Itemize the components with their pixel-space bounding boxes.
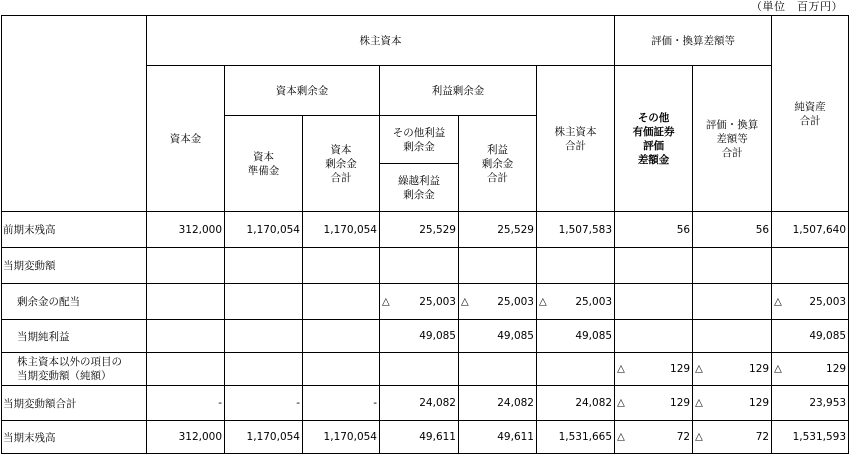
cell-net-assets-total bbox=[772, 353, 849, 386]
cell-value: 129 bbox=[749, 363, 770, 375]
cell-capital-surplus-total bbox=[303, 386, 380, 421]
cell-valuation-adjustments-total bbox=[693, 353, 772, 386]
cell-carried-forward bbox=[380, 320, 459, 353]
header-net-assets-total: 純資産 合計 bbox=[772, 16, 849, 212]
row-label: 前期末残高 bbox=[2, 212, 147, 248]
cell-valuation-adjustments-total bbox=[693, 421, 772, 454]
cell-value: 1,170,054 bbox=[323, 223, 377, 236]
cell-value: 1,531,665 bbox=[558, 431, 613, 443]
header-carried-forward: 繰越利益 剰余金 bbox=[380, 164, 459, 212]
cell-value: 49,085 bbox=[809, 330, 847, 342]
cell-net-assets-total bbox=[772, 421, 849, 454]
cell-valuation-adjustments-total bbox=[693, 320, 772, 353]
cell-value: 49,611 bbox=[497, 431, 534, 443]
cell-value: 56 bbox=[676, 223, 691, 236]
cell-carried-forward bbox=[380, 353, 459, 386]
cell-capital-surplus-total bbox=[303, 320, 380, 353]
cell-shareholders-equity-total bbox=[537, 386, 615, 421]
table-row bbox=[2, 421, 849, 454]
cell-capital-reserve bbox=[225, 248, 303, 284]
cell-retained-earnings-total bbox=[459, 284, 537, 320]
cell-retained-earnings-total bbox=[459, 386, 537, 421]
cell-shareholders-equity-total bbox=[537, 248, 615, 284]
table-row bbox=[2, 248, 849, 284]
cell-capital-reserve bbox=[225, 320, 303, 353]
cell-net-assets-total bbox=[772, 386, 849, 421]
header-corner-cell bbox=[2, 16, 147, 212]
negative-triangle-icon: △ bbox=[774, 296, 782, 307]
cell-value: 1,170,054 bbox=[323, 431, 377, 443]
cell-retained-earnings-total bbox=[459, 320, 537, 353]
cell-valuation-adjustments-total bbox=[693, 386, 772, 421]
cell-value: 24,082 bbox=[419, 397, 456, 409]
header-retained-earnings: 利益剰余金 bbox=[380, 66, 537, 116]
header-securities-valuation: その他 有価証券 評価 差額金 bbox=[615, 66, 693, 212]
cell-capital-reserve bbox=[225, 353, 303, 386]
cell-value: 23,953 bbox=[809, 397, 847, 409]
cell-value: 24,082 bbox=[497, 397, 534, 409]
negative-triangle-icon: △ bbox=[617, 397, 625, 409]
cell-valuation-adjustments-total bbox=[693, 284, 772, 320]
cell-securities-valuation bbox=[615, 386, 693, 421]
cell-capital-surplus-total bbox=[303, 421, 380, 454]
cell-value: 1,507,583 bbox=[558, 223, 613, 236]
row-label: 当期変動額 bbox=[2, 248, 147, 284]
cell-securities-valuation bbox=[615, 421, 693, 454]
cell-value: 25,003 bbox=[419, 295, 456, 308]
cell-value: 312,000 bbox=[178, 431, 222, 443]
cell-value: 25,003 bbox=[575, 295, 613, 308]
cell-value: 129 bbox=[826, 363, 847, 375]
header-shareholders-equity-total: 株主資本 合計 bbox=[537, 66, 615, 212]
cell-shareholders-equity-total bbox=[537, 284, 615, 320]
cell-value: 25,529 bbox=[419, 223, 456, 236]
cell-securities-valuation bbox=[615, 284, 693, 320]
negative-triangle-icon: △ bbox=[617, 363, 625, 375]
negative-triangle-icon: △ bbox=[695, 431, 703, 443]
table-row bbox=[2, 320, 849, 353]
unit-label: （単位 百万円） bbox=[751, 0, 843, 13]
negative-triangle-icon: △ bbox=[695, 363, 703, 375]
negative-triangle-icon: △ bbox=[695, 397, 703, 409]
cell-capital-reserve bbox=[225, 212, 303, 248]
cell-value: 25,529 bbox=[497, 223, 534, 236]
cell-valuation-adjustments-total bbox=[693, 248, 772, 284]
header-shareholders-equity: 株主資本 bbox=[147, 16, 615, 66]
cell-securities-valuation bbox=[615, 320, 693, 353]
header-capital-reserve: 資本 準備金 bbox=[225, 116, 303, 212]
cell-shareholders-equity-total bbox=[537, 353, 615, 386]
cell-value: 49,085 bbox=[497, 330, 534, 342]
cell-capital-surplus-total bbox=[303, 212, 380, 248]
table-row bbox=[2, 353, 849, 386]
negative-triangle-icon: △ bbox=[774, 363, 782, 375]
cell-value: 25,003 bbox=[497, 295, 534, 308]
cell-capital-reserve bbox=[225, 421, 303, 454]
cell-retained-earnings-total bbox=[459, 353, 537, 386]
cell-capital-surplus-total bbox=[303, 353, 380, 386]
cell-capital-stock bbox=[147, 386, 225, 421]
cell-retained-earnings-total bbox=[459, 248, 537, 284]
header-other-retained-earnings: その他利益 剰余金 bbox=[380, 116, 459, 164]
cell-value: 1,170,054 bbox=[246, 431, 300, 443]
negative-triangle-icon: △ bbox=[539, 296, 547, 307]
header-capital-surplus-total: 資本 剰余金 合計 bbox=[303, 116, 380, 212]
row-label: 株主資本以外の項目の 当期変動額（純額） bbox=[2, 353, 147, 386]
header-retained-earnings-total: 利益 剰余金 合計 bbox=[459, 116, 537, 212]
cell-value: 49,611 bbox=[419, 431, 456, 443]
cell-net-assets-total bbox=[772, 320, 849, 353]
header-valuation-adjustments: 評価・換算差額等 bbox=[615, 16, 772, 66]
cell-value: 56 bbox=[755, 223, 770, 236]
cell-shareholders-equity-total bbox=[537, 212, 615, 248]
cell-shareholders-equity-total bbox=[537, 320, 615, 353]
table-row bbox=[2, 386, 849, 421]
cell-value: 1,170,054 bbox=[246, 223, 300, 236]
cell-value: 25,003 bbox=[809, 295, 847, 308]
negative-triangle-icon: △ bbox=[461, 296, 469, 307]
cell-capital-surplus-total bbox=[303, 284, 380, 320]
cell-value: 129 bbox=[670, 363, 691, 375]
cell-capital-stock bbox=[147, 353, 225, 386]
cell-securities-valuation bbox=[615, 353, 693, 386]
cell-capital-stock bbox=[147, 284, 225, 320]
cell-capital-reserve bbox=[225, 386, 303, 421]
cell-value: - bbox=[373, 397, 377, 409]
cell-value: 49,085 bbox=[575, 330, 613, 342]
cell-net-assets-total bbox=[772, 248, 849, 284]
table-row bbox=[2, 284, 849, 320]
header-capital-stock: 資本金 bbox=[147, 66, 225, 212]
cell-capital-reserve bbox=[225, 284, 303, 320]
cell-retained-earnings-total bbox=[459, 421, 537, 454]
negative-triangle-icon: △ bbox=[382, 296, 390, 307]
header-capital-surplus: 資本剰余金 bbox=[225, 66, 380, 116]
cell-value: - bbox=[296, 397, 300, 409]
cell-capital-stock bbox=[147, 248, 225, 284]
cell-carried-forward bbox=[380, 212, 459, 248]
cell-value: 1,507,640 bbox=[792, 223, 847, 236]
cell-value: 49,085 bbox=[419, 330, 456, 342]
negative-triangle-icon: △ bbox=[617, 431, 625, 443]
cell-valuation-adjustments-total bbox=[693, 212, 772, 248]
cell-carried-forward bbox=[380, 421, 459, 454]
cell-capital-stock bbox=[147, 212, 225, 248]
cell-value: 129 bbox=[670, 397, 691, 409]
cell-retained-earnings-total bbox=[459, 212, 537, 248]
cell-value: 312,000 bbox=[178, 223, 222, 236]
cell-carried-forward bbox=[380, 284, 459, 320]
cell-shareholders-equity-total bbox=[537, 421, 615, 454]
row-label: 当期変動額合計 bbox=[2, 386, 147, 421]
cell-value: 72 bbox=[676, 431, 691, 443]
cell-net-assets-total bbox=[772, 212, 849, 248]
cell-net-assets-total bbox=[772, 284, 849, 320]
row-label: 当期末残高 bbox=[2, 421, 147, 454]
row-label: 当期純利益 bbox=[2, 320, 147, 353]
cell-value: 24,082 bbox=[575, 397, 613, 409]
cell-securities-valuation bbox=[615, 212, 693, 248]
cell-capital-stock bbox=[147, 320, 225, 353]
statement-of-changes-table bbox=[1, 15, 849, 454]
table-row bbox=[2, 212, 849, 248]
cell-capital-surplus-total bbox=[303, 248, 380, 284]
cell-value: 129 bbox=[749, 397, 770, 409]
cell-securities-valuation bbox=[615, 248, 693, 284]
cell-value: 1,531,593 bbox=[792, 431, 847, 443]
row-label: 剰余金の配当 bbox=[2, 284, 147, 320]
cell-value: 72 bbox=[755, 431, 770, 443]
cell-capital-stock bbox=[147, 421, 225, 454]
cell-carried-forward bbox=[380, 386, 459, 421]
cell-carried-forward bbox=[380, 248, 459, 284]
cell-value: - bbox=[218, 397, 222, 409]
header-valuation-adjustments-total: 評価・換算 差額等 合計 bbox=[693, 66, 772, 212]
